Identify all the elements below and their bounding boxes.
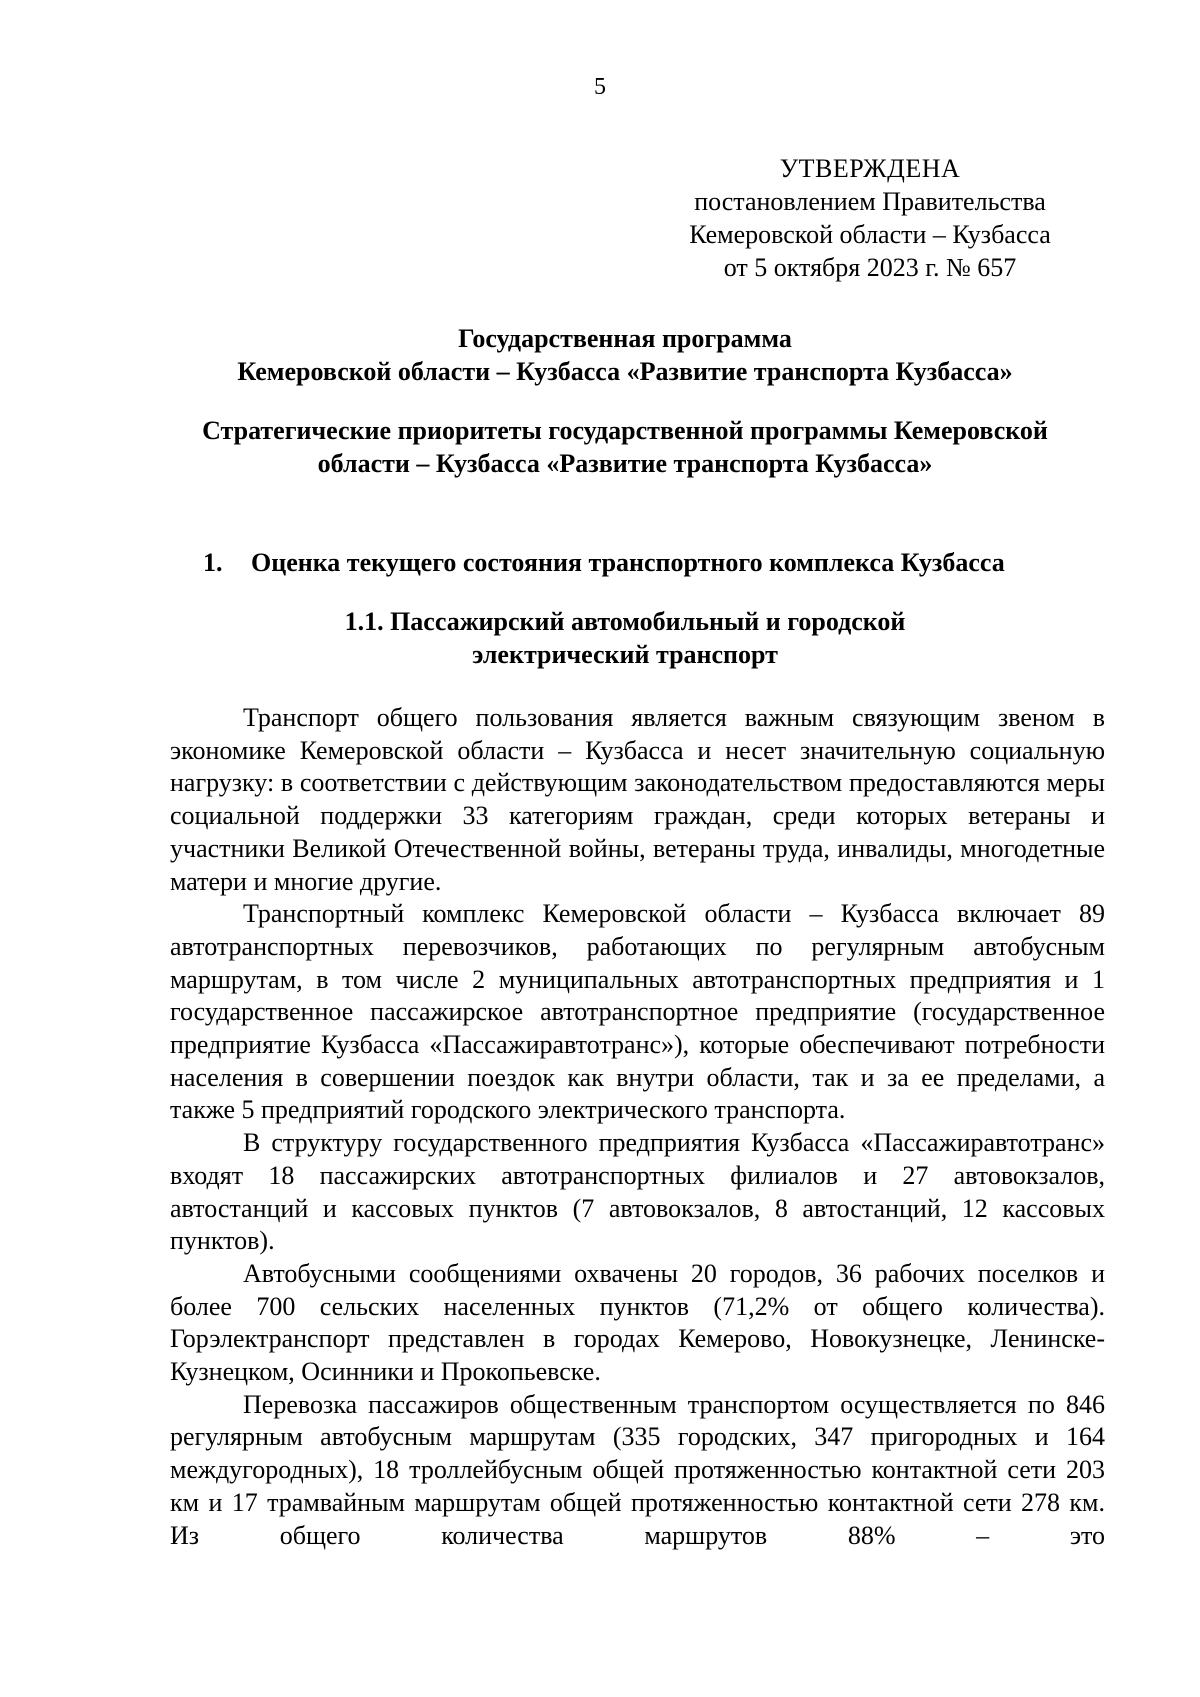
paragraph-2: Транспортный комплекс Кемеровской области – Кузбасса включает 89 автотранспортных перевозчиков, работающих по регулярным автобусным маршрутам, в том числе 2 муниципальных автотранспортных предприятия и 1 государственное пассажирское автотранспортное предприятие (государственное предприятие Кузбасса «Пассажиравтотранс»), которые обеспечивают потребности населения в совершении поездок как внутри области, так и за ее пределами, а также 5 предприятий городского электрического транспорта.: [170, 899, 1105, 1125]
program-title: [150, 322, 1100, 388]
subsection-heading: [150, 605, 1100, 671]
subsection-heading-line-1: 1.1. Пассажирский автомобильный и городской: [344, 607, 906, 636]
paragraph-4: Автобусными сообщениями охвачены 20 городов, 36 рабочих поселков и более 700 сельских населенных пунктов (71,2% от общего количества). Горэлектранспорт представлен в городах Кемерово, Новокузнецке, Ленинске-Кузнецком, Осинники и Прокопьевске.: [170, 1258, 1105, 1387]
program-title-line-1: Государственная программа: [458, 324, 792, 353]
approval-line-1: постановлением Правительства: [694, 187, 1046, 216]
program-title-line-2: Кемеровской области – Кузбасса «Развитие транспорта Кузбасса»: [237, 357, 1013, 386]
body-text: [170, 702, 1105, 1552]
paragraph-1: Транспорт общего пользования является важным связующим звеном в экономике Кемеровской области – Кузбасса и несет значительную социальную нагрузку: в соответствии с действующим законодательством предоставляются меры социальной поддержки 33 категориям граждан, среди которых ветераны и участники Великой Отечественной войны, ветераны труда, инвалиды, многодетные матери и многие другие.: [170, 703, 1105, 896]
section-heading: [203, 546, 1005, 579]
section-title: Оценка текущего состояния транспортного комплекса Кузбасса: [251, 548, 1005, 577]
approval-line-2: Кемеровской области – Кузбасса: [689, 220, 1051, 249]
section-number: 1.: [203, 548, 223, 577]
priorities-title-line-1: Стратегические приоритеты государственной программы Кемеровской: [202, 416, 1048, 445]
subsection-heading-line-2: электрический транспорт: [472, 640, 778, 669]
priorities-title: [150, 414, 1100, 480]
priorities-title-line-2: области – Кузбасса «Развитие транспорта Кузбасса»: [317, 449, 933, 478]
approval-stamp: [660, 152, 1080, 284]
approval-heading: УТВЕРЖДЕНА: [779, 154, 961, 183]
paragraph-5: Перевозка пассажиров общественным транспортом осуществляется по 846 регулярным автобусным маршрутам (335 городских, 347 пригородных и 164 междугородных), 18 троллейбусным общей протяженностью контактной сети 203 км и 17 трамвайным маршрутам общей протяженностью контактной сети 278 км. Из общего количества маршрутов 88% – это: [170, 1389, 1105, 1550]
page-number: 5: [594, 74, 606, 100]
approval-line-3: от 5 октября 2023 г. № 657: [723, 253, 1017, 282]
paragraph-3: В структуру государственного предприятия Кузбасса «Пассажиравтотранс» входят 18 пассажирских автотранспортных филиалов и 27 автовокзалов, автостанций и кассовых пунктов (7 автовокзалов, 8 автостанций, 12 кассовых пунктов).: [170, 1128, 1105, 1256]
